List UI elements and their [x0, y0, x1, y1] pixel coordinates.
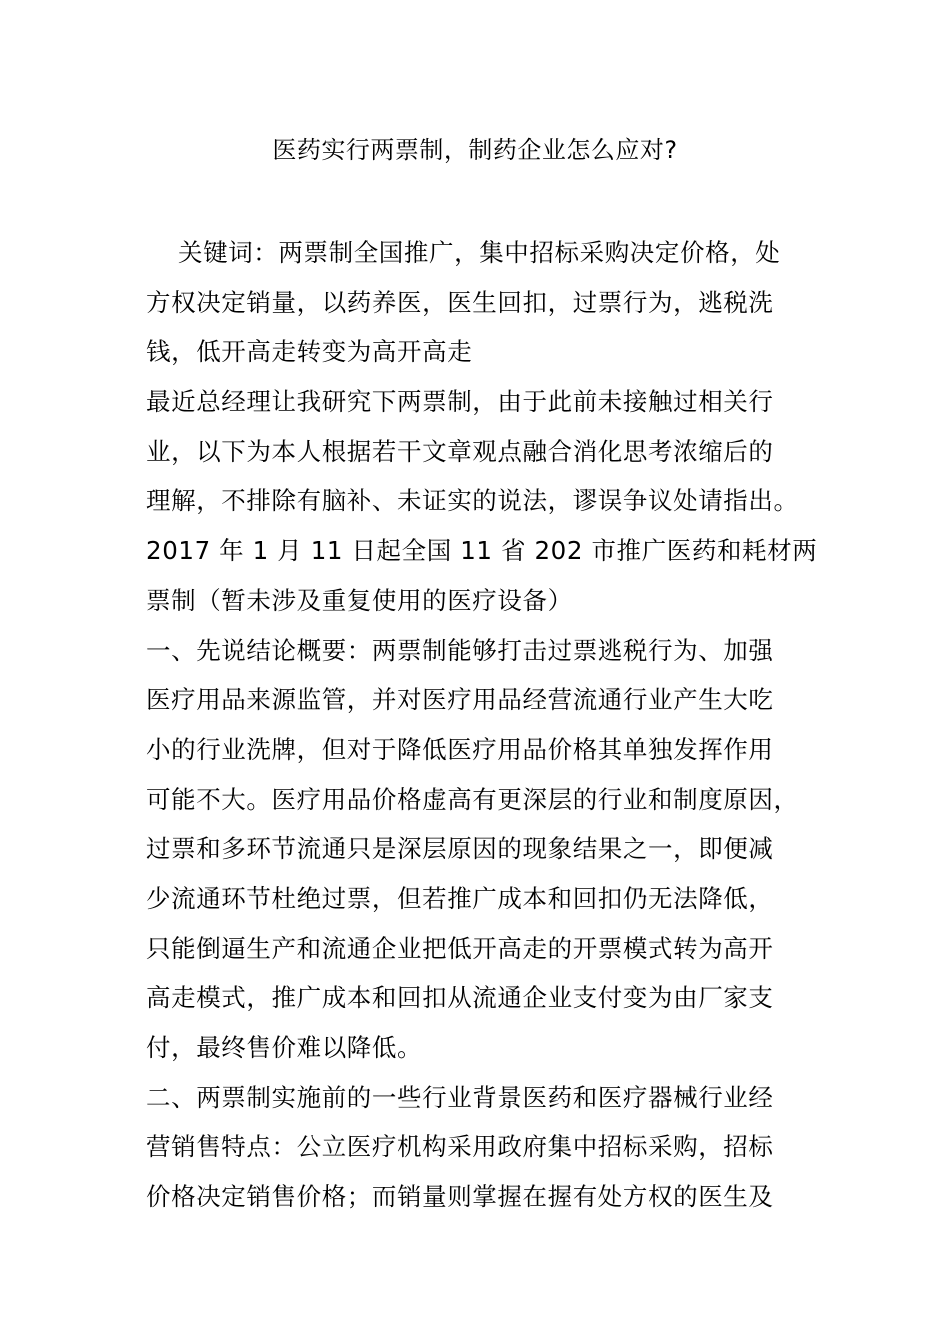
- document-title: 医药实行两票制，制药企业怎么应对?: [272, 136, 678, 164]
- keywords-line-1: 关键词：两票制全国推广，集中招标采购决定价格，处: [178, 238, 781, 267]
- section1-line-1: 一、先说结论概要：两票制能够打击过票逃税行为、加强: [146, 635, 774, 665]
- section1-line-4: 可能不大。医疗用品价格虚高有更深层的行业和制度原因，: [146, 784, 799, 814]
- section1-line-3: 小的行业洗牌，但对于降低医疗用品价格其单独发挥作用: [146, 734, 774, 764]
- section2-line-3: 价格决定销售价格；而销量则掌握在握有处方权的医生及: [146, 1182, 774, 1212]
- date-line-2: 票制（暂未涉及重复使用的医疗设备）: [146, 585, 573, 615]
- intro-line-3: 理解，不排除有脑补、未证实的说法，谬误争议处请指出。: [146, 486, 799, 516]
- date-line-1: 2017 年 1 月 11 日起全国 11 省 202 市推广医药和耗材两: [146, 536, 818, 566]
- section1-line-6: 少流通环节杜绝过票，但若推广成本和回扣仍无法降低，: [146, 883, 774, 913]
- section1-line-2: 医疗用品来源监管，并对医疗用品经营流通行业产生大吃: [146, 685, 774, 715]
- section1-line-7: 只能倒逼生产和流通企业把低开高走的开票模式转为高开: [146, 933, 774, 963]
- section1-line-5: 过票和多环节流通只是深层原因的现象结果之一，即便减: [146, 834, 774, 864]
- section1-line-9: 付，最终售价难以降低。: [146, 1033, 423, 1062]
- intro-line-1: 最近总经理让我研究下两票制，由于此前未接触过相关行: [146, 387, 774, 417]
- section1-line-8: 高走模式，推广成本和回扣从流通企业支付变为由厂家支: [146, 983, 774, 1013]
- keywords-line-3: 钱，低开高走转变为高开高走: [146, 337, 473, 367]
- section2-line-2: 营销售特点：公立医疗机构采用政府集中招标采购，招标: [146, 1132, 774, 1162]
- intro-line-2: 业，以下为本人根据若干文章观点融合消化思考浓缩后的: [146, 436, 774, 466]
- section2-line-1: 二、两票制实施前的一些行业背景医药和医疗器械行业经: [146, 1082, 774, 1112]
- keywords-line-2: 方权决定销量，以药养医，医生回扣，过票行为，逃税洗: [146, 287, 774, 317]
- document-body: [146, 228, 818, 1222]
